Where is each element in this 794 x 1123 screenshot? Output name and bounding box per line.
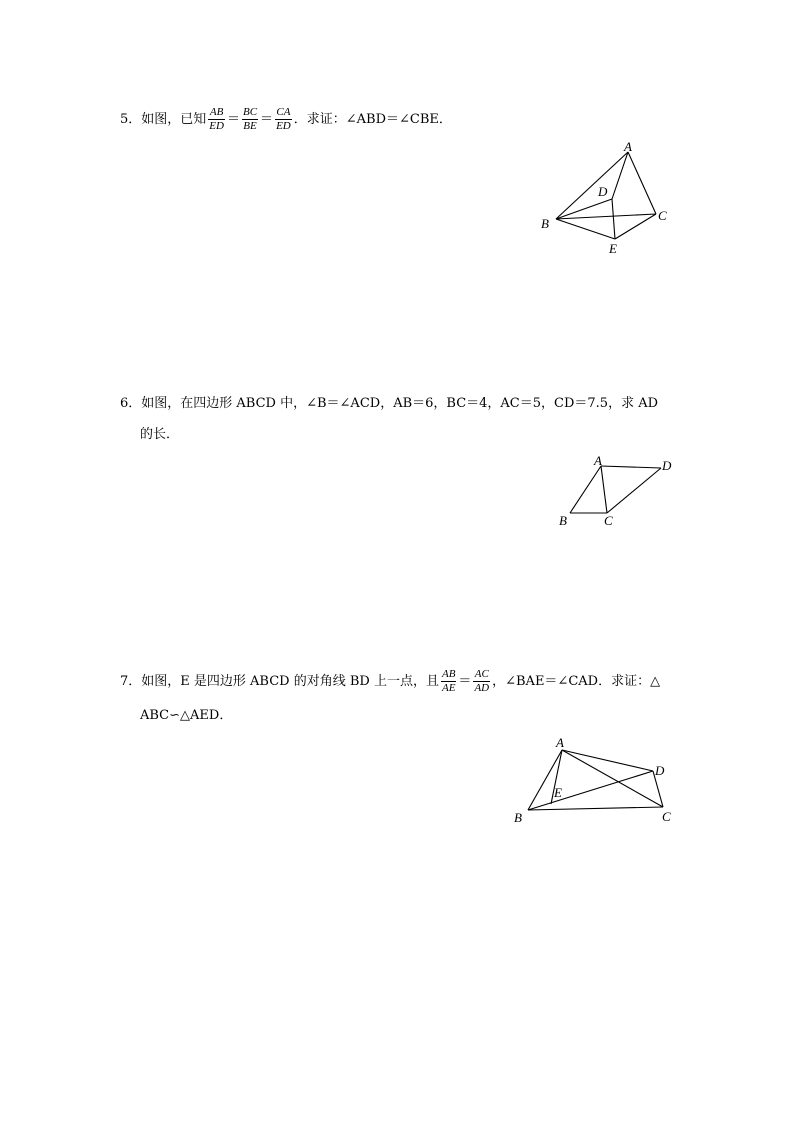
- q5-label-D: D: [598, 184, 608, 199]
- q7-fraction-2: [473, 668, 490, 695]
- q5-f3-den: ED: [276, 120, 291, 132]
- q5-equals-1: ＝: [226, 112, 240, 127]
- q5-f1-den: ED: [209, 120, 224, 132]
- q7-label-A: A: [556, 735, 564, 750]
- q7-fraction-1: [441, 668, 456, 695]
- q5-pre: 如图，已知: [141, 112, 207, 127]
- q5-number: 5．: [120, 112, 142, 127]
- q7-post: ，∠BAE＝∠CAD．求证：△: [492, 674, 661, 689]
- q5-f2-den: BE: [243, 120, 257, 132]
- q5-label-C: C: [658, 208, 667, 223]
- q5-equals-2: ＝: [260, 112, 274, 127]
- q7-line-1: [120, 668, 660, 695]
- q6-label-D: D: [662, 458, 672, 473]
- q5-f1-num: AB: [209, 106, 224, 118]
- q6-label-A: A: [594, 453, 602, 468]
- q7-f2-num: AC: [474, 668, 489, 680]
- q7-seg-AD: [562, 750, 653, 771]
- q7-pre: 如图，E 是四边形 ABCD 的对角线 BD 上一点，且: [141, 674, 439, 689]
- q6-text-2: 的长．: [140, 427, 180, 442]
- q5-fraction-2: [242, 106, 258, 133]
- q7-label-D: D: [655, 763, 665, 778]
- q5-f3-num: CA: [276, 106, 291, 118]
- q5-seg-BE: [556, 219, 615, 239]
- q7-label-B: B: [514, 810, 522, 825]
- q5-label-A: A: [624, 140, 632, 154]
- q5-seg-BA: [556, 152, 628, 219]
- q5-f2-num: BC: [242, 106, 258, 118]
- q5-line: [120, 106, 452, 133]
- q5-post: ．求证：∠ABD＝∠CBE．: [293, 112, 452, 127]
- q7-label-C: C: [662, 809, 671, 824]
- q5-seg-AC: [628, 152, 656, 214]
- q5-seg-BD: [556, 199, 612, 219]
- q6-line-1: [120, 394, 658, 414]
- q5-fraction-1: [208, 106, 225, 133]
- q7-label-E: E: [554, 785, 562, 800]
- q7-line-2: [140, 706, 232, 726]
- q5-label-E: E: [609, 241, 617, 256]
- q6-seg-CD: [607, 468, 661, 513]
- q7-text-2: ABC∽△AED．: [140, 708, 233, 723]
- q7-number: 7．: [120, 674, 142, 689]
- q6-label-C: C: [604, 513, 613, 528]
- q6-number: 6．: [120, 396, 142, 411]
- q6-seg-AB: [570, 466, 601, 513]
- q5-fraction-3: [275, 106, 292, 133]
- q7-seg-AC: [562, 750, 663, 807]
- q6-line-2: [140, 425, 179, 445]
- q7-f1-den: AE: [441, 682, 456, 694]
- q6-figure: [550, 450, 690, 535]
- q5-seg-DE: [612, 199, 615, 239]
- q5-seg-BC: [556, 214, 656, 219]
- q5-seg-EC: [615, 214, 656, 239]
- q7-seg-BC: [528, 807, 663, 810]
- q6-text: 如图，在四边形 ABCD 中，∠B＝∠ACD，AB＝6，BC＝4，AC＝5，CD＝7.5，求 AD: [141, 396, 659, 411]
- q7-f1-num: AB: [441, 668, 456, 680]
- q6-seg-AC: [601, 466, 607, 513]
- q7-equals: ＝: [458, 674, 472, 689]
- q5-label-B: B: [541, 216, 549, 231]
- q7-figure: [505, 730, 685, 830]
- q5-figure: [530, 140, 680, 260]
- q6-label-B: B: [559, 513, 567, 528]
- q7-f2-den: AD: [474, 682, 490, 694]
- q6-seg-AD: [601, 466, 661, 468]
